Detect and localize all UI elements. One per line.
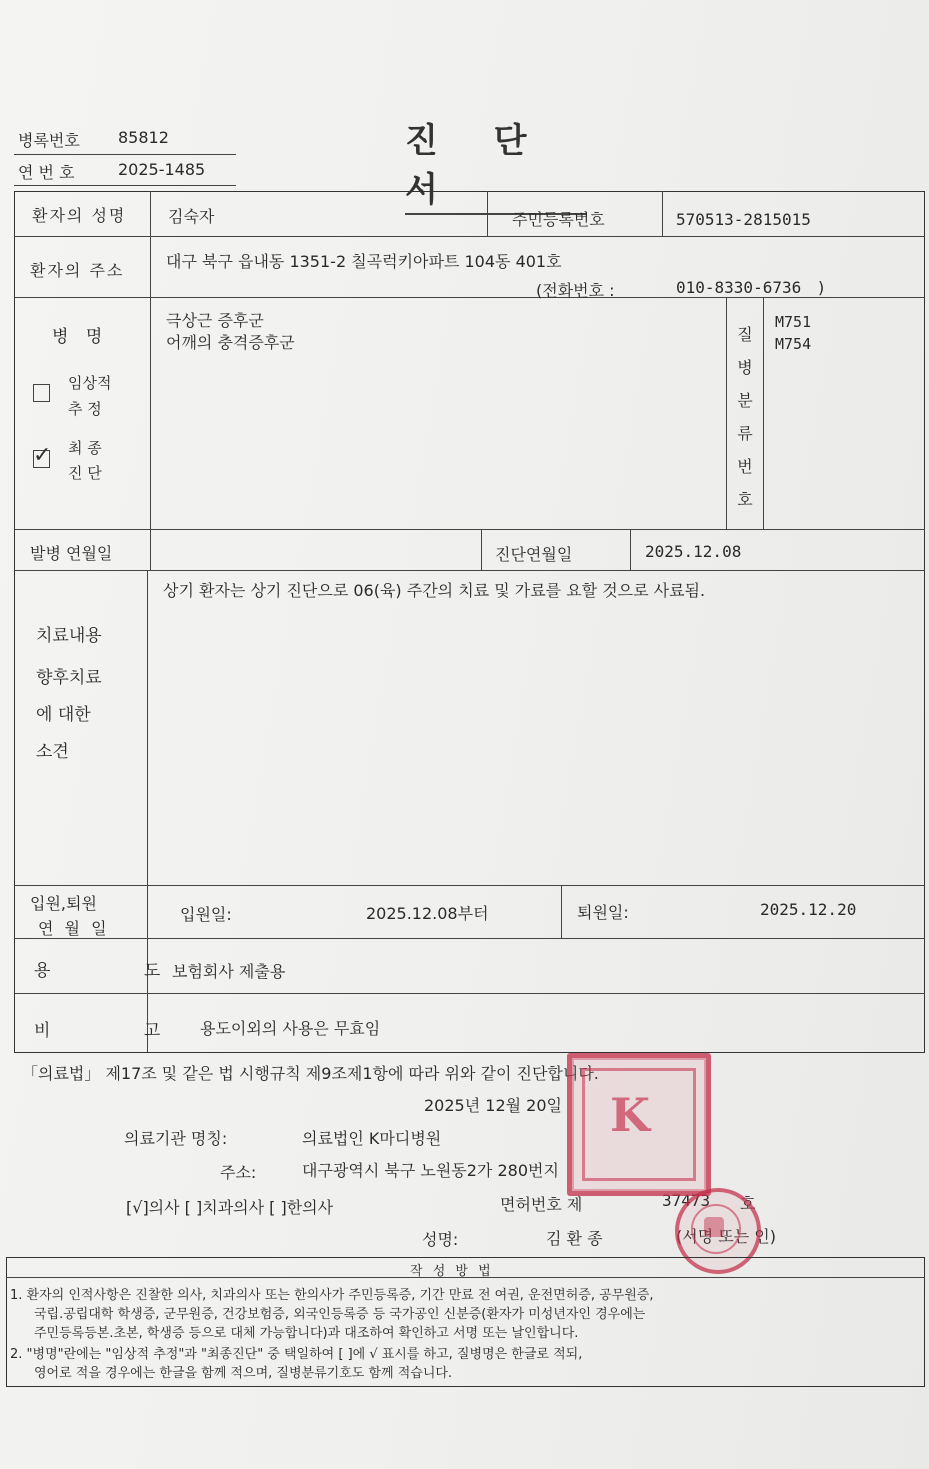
clinical-estimate-label-1: 임상적 — [68, 374, 112, 392]
col-divider — [150, 191, 151, 571]
diagnosis-date: 2025.12.08 — [645, 542, 742, 561]
signer-name: 김 환 종 — [546, 1229, 603, 1248]
patient-name-label: 환자의 성명 — [32, 206, 127, 225]
serial-underline — [14, 185, 236, 186]
admission-out-label: 퇴원일: — [577, 903, 629, 922]
disease-code-2: M754 — [775, 335, 812, 353]
certification-statement: 「의료법」 제17조 및 같은 법 시행규칙 제9조제1항에 따라 위와 같이 진단합니다. — [22, 1064, 599, 1083]
hospital-seal-stamp — [567, 1053, 711, 1196]
address-label: 환자의 주소 — [30, 261, 125, 280]
phone-open: (전화번호 : — [536, 281, 615, 300]
record-number: 85812 — [118, 128, 169, 147]
col-divider — [763, 297, 764, 530]
admission-label-1: 입원,퇴원 — [30, 894, 97, 913]
remarks-value: 용도이외의 사용은 무효임 — [200, 1019, 381, 1038]
final-diagnosis-label-2: 진 단 — [68, 464, 102, 482]
opinion-label-2: 향후치료 — [36, 668, 102, 688]
disease-code-1: M751 — [775, 313, 812, 331]
diagnosis-name-2: 어깨의 충격증후군 — [166, 333, 295, 352]
institution-name: 의료법인 K마디병원 — [302, 1129, 442, 1148]
license-number: 37473 — [662, 1191, 711, 1210]
code-label-char: 질 — [737, 325, 753, 344]
institution-address: 대구광역시 북구 노원동2가 280번지 — [302, 1161, 559, 1180]
rrn-label: 주민등록번호 — [512, 210, 605, 229]
usage-label: 용 도 — [34, 961, 205, 981]
seal-mark: K — [610, 1088, 650, 1142]
certification-date: 2025년 12월 20일 — [424, 1096, 562, 1115]
signer-label: 성명: — [422, 1230, 459, 1249]
code-label-char: 호 — [737, 490, 753, 509]
code-label-char: 류 — [737, 424, 753, 443]
admission-in-label: 입원일: — [180, 905, 232, 924]
col-divider — [662, 191, 663, 237]
code-label-char: 병 — [737, 358, 753, 377]
instruction-line-2: 국립.공립대학 학생증, 군무원증, 건강보험증, 외국인등록증 등 국가공인 신분증(환자가 미성년자인 경우에는 — [34, 1307, 646, 1322]
check-mark-icon: ✓ — [33, 443, 52, 468]
institution-label: 의료기관 명칭: — [124, 1129, 228, 1148]
seal-core — [704, 1217, 724, 1237]
instruction-line-3: 주민등록등본.초본, 학생증 등으로 대체 가능합니다)과 대조하여 확인하고 서명 또는 날인합니다. — [34, 1326, 579, 1341]
disease-code-label — [735, 318, 755, 516]
record-underline — [14, 154, 236, 155]
opinion-label-3: 에 대한 — [36, 705, 91, 725]
admission-in-date: 2025.12.08부터 — [366, 904, 489, 923]
address-value: 대구 북구 읍내동 1351-2 칠곡럭키아파트 104동 401호 — [166, 252, 562, 271]
serial-number-label: 연 번 호 — [18, 163, 75, 182]
diagnosis-date-label: 진단연월일 — [495, 545, 573, 564]
usage-value: 보험회사 제출용 — [172, 962, 286, 981]
onset-date-label: 발병 연월일 — [30, 544, 113, 563]
row-divider — [14, 885, 925, 886]
patient-name: 김숙자 — [168, 207, 215, 226]
instruction-line-1: 1. 환자의 인적사항은 진찰한 의사, 치과의사 또는 한의사가 주민등록증, 기간 만료 전 여권, 운전면허증, 공무원증, — [10, 1288, 654, 1303]
col-divider — [726, 297, 727, 530]
row-divider — [14, 938, 925, 939]
diagnosis-name-1: 극상근 증후군 — [166, 311, 264, 330]
license-label: 면허번호 제 — [500, 1195, 583, 1214]
admission-label-2: 연 월 일 — [38, 919, 110, 938]
opinion-label-4: 소견 — [36, 742, 69, 762]
col-divider — [487, 191, 488, 237]
remarks-label: 비 고 — [34, 1021, 205, 1041]
serial-number: 2025-1485 — [118, 160, 206, 179]
doctor-type: [√]의사 [ ]치과의사 [ ]한의사 — [126, 1198, 334, 1217]
code-label-char: 번 — [737, 457, 753, 476]
code-label-char: 분 — [737, 391, 753, 410]
instruction-line-5: 영어로 적을 경우에는 한글을 함께 적으며, 질병분류기호도 함께 적습니다. — [34, 1366, 453, 1381]
document-title: 진 단 서 — [405, 113, 587, 215]
col-divider — [481, 529, 482, 571]
instructions-title: 작 성 방 법 — [410, 1264, 494, 1279]
record-number-label: 병록번호 — [18, 131, 80, 150]
instruction-line-4: 2. "병명"란에는 "임상적 추정"과 "최종진단" 중 택일하여 [ ]에 √ 표시를 하고, 질병명은 한글로 적되, — [10, 1347, 583, 1362]
rrn-value: 570513-2815015 — [676, 210, 811, 229]
col-divider — [630, 529, 631, 571]
license-suffix: 호 — [740, 1194, 756, 1213]
diagnosis-label: 병 명 — [52, 327, 109, 347]
row-divider — [14, 993, 925, 994]
phone-close: ) — [818, 278, 825, 297]
phone-number: 010-8330-6736 — [676, 278, 802, 297]
institution-address-label: 주소: — [220, 1163, 257, 1182]
signature-note: (서명 또는 인) — [676, 1227, 776, 1246]
clinical-estimate-label-2: 추 정 — [68, 400, 102, 418]
final-diagnosis-label-1: 최 종 — [68, 439, 102, 457]
clinical-estimate-checkbox[interactable] — [33, 384, 50, 402]
col-divider — [561, 885, 562, 939]
opinion-text: 상기 환자는 상기 진단으로 06(육) 주간의 치료 및 가료를 요할 것으로 사료됨. — [163, 581, 706, 600]
opinion-label-1: 치료내용 — [36, 626, 102, 646]
admission-out-date: 2025.12.20 — [760, 900, 857, 919]
